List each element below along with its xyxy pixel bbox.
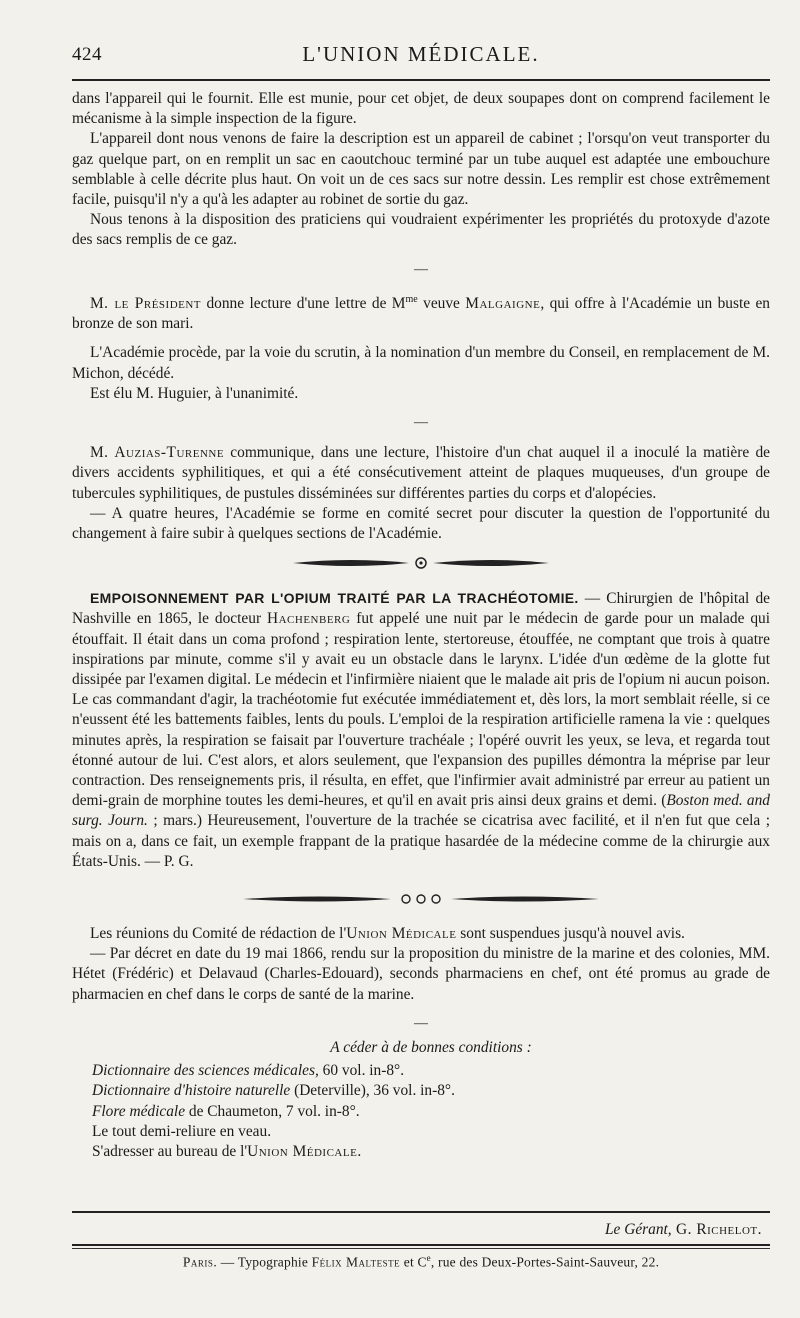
header-rule (72, 79, 770, 81)
separator-dash: — (414, 414, 428, 430)
paragraph-decree: — Par décret en date du 19 mai 1866, rendu sur la proposition du ministre de la marine et des colonies, MM. Hétet (Frédéric) et Delavaud (Charles-Edouard), seconds pharmaciens en chef, ont été promus au grade de pharmacien en chef dans le corps de santé de la marine. (72, 945, 770, 1003)
ad-line: Le tout demi-reliure en veau. (92, 1122, 272, 1140)
paragraph-election: L'Académie procède, par la voie du scrutin, à la nomination d'un membre du Conseil, en remplacement de M. Michon, décédé. (72, 344, 770, 382)
paragraph-president-letter: M. le Président donne lecture d'une lettre de $M^{me}$ veuve Malgaigne, qui offre à l'Académie un buste en bronze de son mari. (72, 293, 770, 333)
name-union-medicale: Union Médicale (346, 925, 457, 943)
gerant-signature: Le Gérant, G. Richelot. (604, 1221, 762, 1238)
source-citation: Boston med. and surg. Journ. (72, 792, 770, 830)
article-title: EMPOISONNEMENT PAR L'OPIUM TRAITÉ PAR LA TRACHÉOTOMIE. (90, 590, 579, 607)
ad-line: S'adresser au bureau de l'Union Médicale. (92, 1143, 362, 1161)
paragraph-gas-bags: Nous tenons à la disposition des praticiens qui voudraient expérimenter les propriétés du protoxyde d'azote des sacs remplis de ce gaz. (72, 211, 770, 249)
running-head: L'UNION MÉDICALE. (302, 42, 540, 66)
ad-line: Dictionnaire d'histoire naturelle (Deterville), 36 vol. in-8°. (92, 1082, 455, 1100)
ornament-icon (291, 554, 551, 572)
paragraph-opium-case: EMPOISONNEMENT PAR L'OPIUM TRAITÉ PAR LA TRACHÉOTOMIE. — Chirurgien de l'hôpital de Nashville en 1865, le docteur Hachenberg fut appelé une nuit par le médecin de garde pour un malade qui étouffait. Il était dans un coma profond ; respiration lente, stertoreuse, étouffée, ne comptant que trois à quatre inspirations par minute, comme s'il y avait eu un obstacle dans le larynx. L'idée d'un œdème de la glotte fut dissipée par l'examen digital. Le médecin et l'infirmière niaient que le malade ait pris de l'opium ni aucun poison. Le cas commandant d'agir, la trachéotomie fut exécutée immédiatement et, dès lors, la mort semblait réelle, si ce n'eussent été les battements faibles, lents du pouls. L'emploi de la respiration artificielle ramena la vie : quelques minutes après, la respiration se faisait par l'ouverture trachéale ; l'opéré ouvrit les yeux, se leva, et regarda tout étonné autour de lui. C'est alors, et alors seulement, que l'expansion des pupilles démontra la méprise par leur contraction. Des renseignements pris, il résulta, en effet, que l'infirmier avait administré par erreur au patient un demi-grain de morphine toutes les demi-heures, et qu'il en avait pris ainsi deux grains et demi. (Boston med. and surg. Journ. ; mars.) Heureusement, l'ouverture de la trachée se cicatrisa avec facilité, et il n'en fut que cela ; mais on a, dans ce fait, un exemple frappant de la pratique hasardée de la médecine comme de la chirurgie aux États-Unis. — P. G. (72, 590, 770, 870)
page-number: 424 (72, 44, 102, 65)
separator-dash: — (414, 1015, 428, 1031)
footer-rule-thin (72, 1248, 770, 1249)
paragraph-committee-suspended: Les réunions du Comité de rédaction de l'Union Médicale sont suspendues jusqu'à nouvel avis. (90, 925, 685, 943)
name-hachenberg: Hachenberg (267, 610, 351, 628)
ad-line: Dictionnaire des sciences médicales, 60 vol. in-8°. (92, 1062, 405, 1080)
paragraph-cabinet-apparatus: L'appareil dont nous venons de faire la description est un appareil de cabinet ; l'orsqu'on veut transporter du gaz quelque part, on en remplit un sac en caoutchouc terminé par un tube auquel est adaptée une embouchure semblable à celle décrite plus haut. On voit un de ces sacs sur notre dessin. Les remplir est chose extrêmement facile, puisqu'il n'y a qu'à les adapter au robinet de sortie du gaz. (72, 130, 770, 209)
footer-rule-top (72, 1211, 770, 1213)
ornamental-divider (72, 890, 770, 908)
paragraph-huguier: Est élu M. Huguier, à l'unanimité. (90, 384, 299, 402)
page-header (72, 40, 770, 76)
paragraph-auzias-turenne: M. Auzias-Turenne communique, dans une lecture, l'histoire d'un chat auquel il a inoculé la matière de divers accidents syphilitiques, et qui a été consécutivement atteint de plaques muqueuses, d'un groupe de tubercules syphilitiques, de pustules disséminées sur différentes parties du corps et d'alopécies. (72, 444, 770, 502)
printer-imprint: Paris. — Typographie Félix Malteste et Ce, rue des Deux-Portes-Saint-Sauveur, 22. (182, 1253, 660, 1270)
ornament-icon (241, 890, 601, 908)
main-column (72, 89, 770, 1162)
ad-line: Flore médicale de Chaumeton, 7 vol. in-8°. (92, 1102, 360, 1120)
ornamental-divider (72, 554, 770, 572)
ad-title: A céder à de bonnes conditions : (330, 1039, 532, 1057)
speaker-president: M. le Président (90, 294, 202, 312)
speaker-auzias-turenne: M. Auzias-Turenne (90, 444, 225, 462)
footer-rule-middle (72, 1244, 770, 1246)
paragraph-apparatus-valves: dans l'appareil qui le fournit. Elle est munie, pour cet objet, de deux soupapes dont on comprend facilement le mécanisme à la simple inspection de la figure. (72, 90, 770, 128)
paragraph-secret-committee: — A quatre heures, l'Académie se forme en comité secret pour discuter la question de l'opportunité du changement à faire subir à quelques sections de l'Académie. (72, 504, 770, 542)
separator-dash: — (414, 261, 428, 277)
advertisement (72, 1038, 770, 1162)
name-malgaigne: Malgaigne (465, 294, 541, 312)
